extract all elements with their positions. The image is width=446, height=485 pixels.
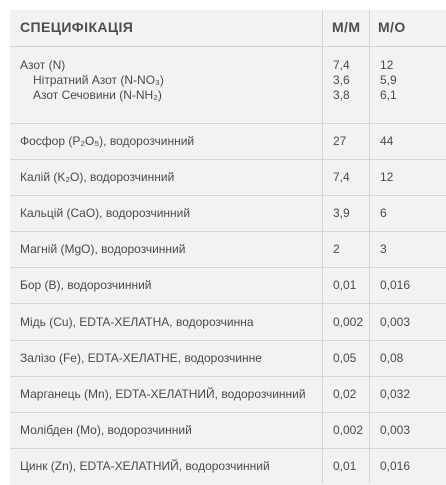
row-spec-cell xyxy=(10,413,323,448)
nitrogen-mo-line: 5,9 xyxy=(380,73,397,87)
row-mm-value: 2 xyxy=(333,242,340,257)
row-mo-cell xyxy=(370,160,446,195)
row-spec-cell xyxy=(10,124,323,159)
table-row xyxy=(10,305,446,341)
row-spec-cell xyxy=(10,160,323,195)
row-spec-value: Молібден (Mo), водорозчинний xyxy=(20,422,192,437)
row-mm-value: 0,01 xyxy=(333,278,357,293)
row-mo-value: 6 xyxy=(380,206,387,221)
row-spec-value: Цинк (Zn), EDTA-ХЕЛАТНИЙ, водорозчинний xyxy=(20,458,270,473)
row-mm-value: 0,01 xyxy=(333,458,357,473)
row-mm-cell xyxy=(323,160,370,195)
nitrogen-spec-line: Азот (N) xyxy=(20,58,66,72)
table-header-row xyxy=(10,10,446,47)
row-mm-cell xyxy=(323,413,370,448)
row-spec-value: Залізо (Fe), EDTA-ХЕЛАТНЕ, водорозчинне xyxy=(20,350,262,365)
row-spec-value: Калій (K₂O), водорозчинний xyxy=(20,170,175,185)
row-mo-value: 3 xyxy=(380,242,387,257)
table-row xyxy=(10,268,446,304)
table-row xyxy=(10,449,446,484)
row-spec-value: Марганець (Mn), EDTA-ХЕЛАТНИЙ, водорозчинний xyxy=(20,386,306,401)
row-mm-cell xyxy=(323,196,370,231)
row-mm-cell xyxy=(323,124,370,159)
row-mm-value: 0,002 xyxy=(333,314,364,329)
header-cell-mm xyxy=(323,10,370,46)
nitrogen-mm-line: 3,8 xyxy=(333,88,350,102)
specification-table xyxy=(10,10,446,485)
row-mm-cell xyxy=(323,305,370,340)
row-mm-value: 27 xyxy=(333,134,347,148)
nitrogen-spec-line: Нітратний Азот (N-NO₃) xyxy=(33,73,164,87)
header-spec-label: СПЕЦИФІКАЦІЯ xyxy=(20,19,134,35)
row-spec-cell xyxy=(10,341,323,376)
row-mo-value: 0,08 xyxy=(380,350,404,365)
row-spec-value: Фосфор (P₂O₅), водорозчинний xyxy=(20,134,195,148)
nitrogen-mm-line: 7,4 xyxy=(333,58,350,72)
row-mo-value: 12 xyxy=(380,170,394,185)
table-row xyxy=(10,196,446,232)
nitrogen-spec-cell xyxy=(10,47,323,123)
row-spec-value: Кальцій (CaO), водорозчинний xyxy=(20,206,191,221)
row-mo-cell xyxy=(370,196,446,231)
nitrogen-mo-line: 6,1 xyxy=(380,88,397,102)
row-mm-value: 0,02 xyxy=(333,386,357,401)
row-spec-cell xyxy=(10,377,323,412)
nitrogen-spec-lines xyxy=(20,58,164,103)
row-mo-cell xyxy=(370,377,446,412)
row-mo-value: 0,003 xyxy=(380,314,411,329)
row-mm-value: 3,9 xyxy=(333,206,350,221)
row-mo-value: 0,003 xyxy=(380,422,411,437)
row-mo-cell xyxy=(370,413,446,448)
table-row xyxy=(10,232,446,268)
table-row xyxy=(10,124,446,160)
nitrogen-spec-line: Азот Сечовини (N-NH₂) xyxy=(33,88,162,102)
row-spec-value: Мідь (Cu), EDTA-ХЕЛАТНА, водорозчинна xyxy=(20,314,254,329)
row-mo-value: 44 xyxy=(380,134,394,148)
row-spec-cell xyxy=(10,449,323,484)
table-row xyxy=(10,377,446,413)
table-row xyxy=(10,341,446,377)
nitrogen-mo-lines xyxy=(380,58,397,103)
row-mo-cell xyxy=(370,124,446,159)
table-row-nitrogen xyxy=(10,47,446,124)
row-mm-cell xyxy=(323,232,370,267)
table-row xyxy=(10,413,446,449)
row-mo-value: 0,016 xyxy=(380,278,411,293)
row-mm-value: 0,05 xyxy=(333,350,357,365)
row-spec-value: Бор (B), водорозчинний xyxy=(20,278,152,293)
nitrogen-mo-line: 12 xyxy=(380,58,394,72)
row-mo-value: 0,016 xyxy=(380,458,411,473)
row-mo-cell xyxy=(370,305,446,340)
row-mm-cell xyxy=(323,377,370,412)
row-mm-cell xyxy=(323,449,370,484)
row-mo-cell xyxy=(370,449,446,484)
row-mm-cell xyxy=(323,341,370,376)
nitrogen-mm-line: 3,6 xyxy=(333,73,350,87)
row-spec-cell xyxy=(10,196,323,231)
nitrogen-mm-cell xyxy=(323,47,370,123)
row-spec-cell xyxy=(10,305,323,340)
row-spec-cell xyxy=(10,232,323,267)
row-mo-value: 0,032 xyxy=(380,386,411,401)
row-spec-value: Магній (MgO), водорозчинний xyxy=(20,242,186,257)
header-cell-spec xyxy=(10,10,323,46)
header-mo-label: М/О xyxy=(378,19,406,35)
header-mm-label: М/М xyxy=(332,19,361,35)
row-spec-cell xyxy=(10,268,323,303)
row-mo-cell xyxy=(370,341,446,376)
row-mo-cell xyxy=(370,232,446,267)
row-mm-value: 7,4 xyxy=(333,170,350,185)
header-cell-mo xyxy=(370,10,446,46)
row-mm-cell xyxy=(323,268,370,303)
nitrogen-mm-lines xyxy=(333,58,350,103)
row-mo-cell xyxy=(370,268,446,303)
row-mm-value: 0,002 xyxy=(333,422,364,437)
table-row xyxy=(10,160,446,196)
nitrogen-mo-cell xyxy=(370,47,446,123)
